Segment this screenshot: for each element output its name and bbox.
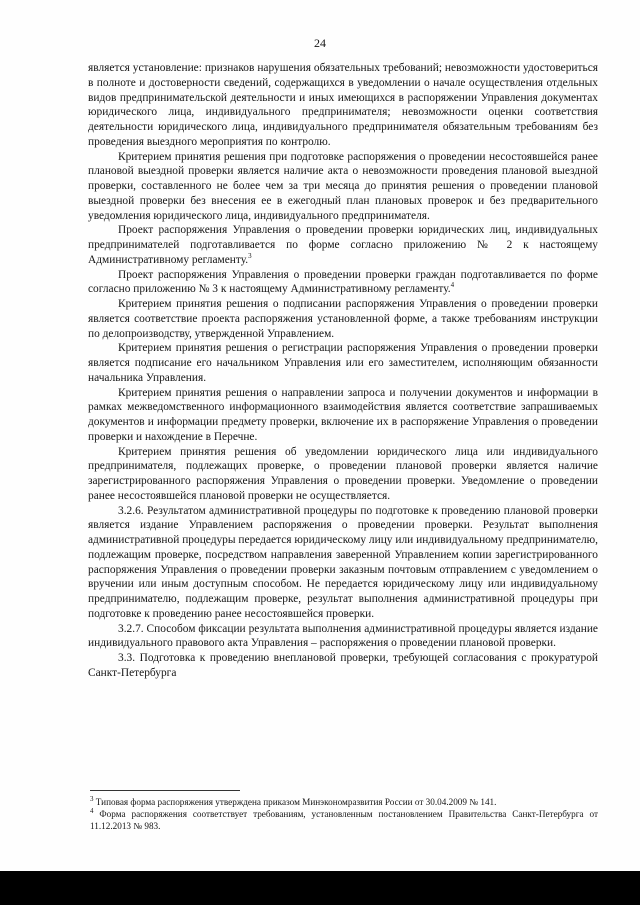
paragraph: Критерием принятия решения о направлении запроса и получении документов и информации в рамках межведомственного информационного взаимодействия является соответствие запрашиваемых документов и информации предмету проверки, включение их в распоряжение Управления о проведении проверки и нахождение в Перечне. bbox=[88, 386, 598, 443]
paragraph: Критерием принятия решения при подготовке распоряжения о проведении несостоявшейся ранее плановой выездной проверки является наличие акта о невозможности проведения плановой выездной проверки, составленного не более чем за три месяца до принятия решения о проведении плановой выездной проверки без внесения ее в ежегодный план плановых проверок и без предварительного уведомления юридического лица, индивидуального предпринимателя. bbox=[88, 150, 598, 222]
footnote-ref: 3 bbox=[248, 251, 252, 260]
footnote-text: Типовая форма распоряжения утверждена приказом Минэкономразвития России от 30.04.2009 № 141. bbox=[95, 797, 497, 807]
paragraph bbox=[88, 223, 598, 267]
paragraph-text: Проект распоряжения Управления о проведении проверки граждан подготавливается по форме согласно приложению № 3 к настоящему Административному регламенту. bbox=[88, 268, 598, 296]
paragraph bbox=[88, 268, 598, 298]
footnotes bbox=[90, 796, 598, 832]
footnote-mark: 4 bbox=[90, 806, 94, 815]
scan-bottom-border bbox=[0, 871, 640, 905]
paragraph: 3.2.6. Результатом административной процедуры по подготовке к проведению плановой проверки является издание Управлением распоряжения о проведении проверки. Результат выполнения административной процедуры передается юридическому лицу или индивидуальному предпринимателю, подлежащим проверке, посредством направления заверенной Управлением копии зарегистрированного распоряжения Управления о проведении проверки заказным почтовым отправлением с уведомлением о вручении или иным доступным способом. Не передается юридическому лицу или индивидуальному предпринимателю, подлежащим проверке, результат выполнения административной процедуры при подготовке к проведению ранее несостоявшейся проверки. bbox=[88, 504, 598, 620]
document-body bbox=[88, 61, 598, 681]
paragraph: Критерием принятия решения об уведомлении юридического лица или индивидуального предпринимателя, подлежащих проверке, о проведении плановой проверки является наличие зарегистрированного распоряжения Управления о проведении проверки. Уведомление о проведении ранее несостоявшейся плановой проверки не осуществляется. bbox=[88, 445, 598, 502]
footnote-text: Форма распоряжения соответствует требованиям, установленным постановлением Правительства Санкт-Петербурга от 11.12.2013 № 983. bbox=[90, 809, 598, 831]
paragraph-text: Проект распоряжения Управления о проведении проверки юридических лиц, индивидуальных предпринимателей подготавливается по форме согласно приложению № 2 к настоящему Административному регламенту. bbox=[88, 224, 598, 266]
paragraph: 3.2.7. Способом фиксации результата выполнения административной процедуры является издание индивидуального правового акта Управления – распоряжения о проведении плановой проверки. bbox=[88, 622, 598, 650]
paragraph: Критерием принятия решения о регистрации распоряжения Управления о проведении проверки является подписание его начальником Управления или его заместителем, исполняющим обязанности начальника Управления. bbox=[88, 342, 598, 384]
paragraph: является установление: признаков нарушения обязательных требований; невозможности удостовериться в полноте и достоверности сведений, содержащихся в уведомлении о начале осуществления отдельных видов предпринимательской деятельности и иных имеющихся в распоряжении Управления документах юридического лица, индивидуального предпринимателя; невозможности оценки соответствия деятельности юридического лица, индивидуального предпринимателя обязательным требованиям без проведения выездного мероприятия по контролю. bbox=[88, 62, 598, 148]
footnote-ref: 4 bbox=[450, 281, 455, 290]
footnote-divider bbox=[90, 790, 240, 791]
footnote bbox=[90, 808, 598, 832]
paragraph: Критерием принятия решения о подписании распоряжения Управления о проведении проверки является соответствие проекта распоряжения установленной форме, а также требованиям инструкции по делопроизводству, утвержденной Управлением. bbox=[88, 298, 598, 340]
footnote-mark: 3 bbox=[90, 794, 94, 803]
page-number: 24 bbox=[314, 36, 326, 50]
paragraph: 3.3. Подготовка к проведению внеплановой проверки, требующей согласования с прокуратурой Санкт-Петербурга bbox=[88, 652, 598, 679]
footnote bbox=[90, 796, 598, 808]
